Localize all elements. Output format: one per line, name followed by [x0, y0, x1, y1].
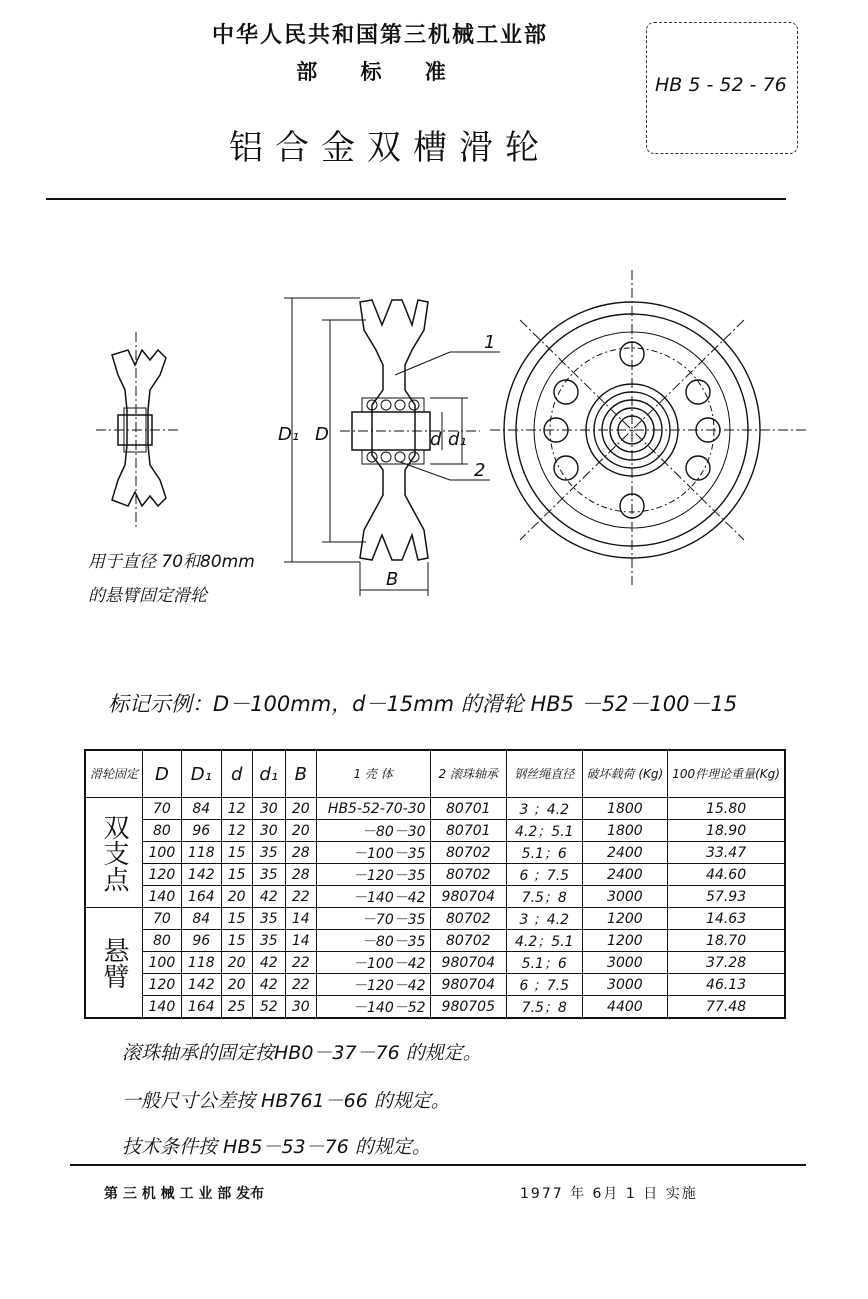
table-cell: 4.2；5.1: [507, 820, 583, 842]
table-cell: 35: [252, 908, 285, 930]
ministry-heading: 中华人民共和国第三机械工业部: [211, 22, 548, 48]
table-cell: －100－42: [316, 952, 430, 974]
table-header-row: [85, 750, 785, 798]
document-title: 铝合金双槽滑轮: [229, 128, 551, 168]
table-cell: 20: [285, 820, 316, 842]
table-cell: 22: [285, 886, 316, 908]
table-cell: －100－35: [316, 842, 430, 864]
table-cell: 120: [143, 974, 182, 996]
table-cell: 42: [252, 974, 285, 996]
table-row: [85, 798, 785, 820]
table-cell: 22: [285, 952, 316, 974]
publisher: 第 三 机 械 工 业 部 发布: [104, 1186, 265, 1202]
table-cell: －140－52: [316, 996, 430, 1019]
table-cell: 80: [143, 930, 182, 952]
dim-B-label: B: [386, 569, 399, 590]
col-header-fixing: 滑轮固定: [85, 750, 143, 798]
table-cell: 46.13: [668, 974, 785, 996]
table-cell: 57.93: [668, 886, 785, 908]
table-cell: 4.2；5.1: [507, 930, 583, 952]
table-cell: 20: [285, 798, 316, 820]
table-cell: 118: [181, 842, 221, 864]
table-cell: 70: [143, 798, 182, 820]
table-cell: 30: [252, 820, 285, 842]
table-cell: 20: [221, 974, 252, 996]
table-cell: －120－35: [316, 864, 430, 886]
table-cell: 5.1；6: [507, 842, 583, 864]
table-cell: 96: [181, 820, 221, 842]
table-cell: 2400: [582, 864, 668, 886]
col-header-bearing: 2 滚珠轴承: [430, 750, 506, 798]
drawing-caption-line1: 用于直径 70和80mm: [88, 552, 255, 572]
implementation-date: 1977 年 6月 1 日 实施: [520, 1186, 698, 1202]
table-cell: 20: [221, 886, 252, 908]
table-cell: 3000: [582, 886, 668, 908]
table-cell: 12: [221, 820, 252, 842]
leader-1-label: 1: [484, 332, 496, 353]
table-cell: 980704: [430, 974, 506, 996]
table-cell: 3000: [582, 952, 668, 974]
table-cell: 30: [252, 798, 285, 820]
drawing-caption-line2: 的悬臂固定滑轮: [88, 586, 207, 606]
table-cell: 142: [181, 864, 221, 886]
table-cell: 20: [221, 952, 252, 974]
table-cell: 6 ；7.5: [507, 864, 583, 886]
table-cell: 28: [285, 842, 316, 864]
table-cell: 164: [181, 886, 221, 908]
table-cell: 1200: [582, 908, 668, 930]
table-cell: 7.5；8: [507, 996, 583, 1019]
table-cell: －120－42: [316, 974, 430, 996]
table-cell: 118: [181, 952, 221, 974]
note-3: 技术条件按 HB5－53－76 的规定。: [122, 1136, 431, 1158]
table-cell: 80702: [430, 864, 506, 886]
table-cell: 140: [143, 996, 182, 1019]
table-cell: 14: [285, 908, 316, 930]
table-cell: 35: [252, 930, 285, 952]
table-cell: 15: [221, 908, 252, 930]
end-view-drawing: [490, 270, 808, 585]
table-cell: 15.80: [668, 798, 785, 820]
table-row: [85, 842, 785, 864]
col-header-d1: d₁: [252, 750, 285, 798]
table-cell: 15: [221, 842, 252, 864]
table-cell: 28: [285, 864, 316, 886]
table-row: [85, 930, 785, 952]
col-header-weight: 100件理论重量(Kg): [668, 750, 785, 798]
table-cell: 70: [143, 908, 182, 930]
table-cell: 1200: [582, 930, 668, 952]
table-cell: 80701: [430, 798, 506, 820]
table-cell: 80702: [430, 842, 506, 864]
table-cell: 120: [143, 864, 182, 886]
standard-number: HB 5 - 52 - 76: [655, 74, 787, 96]
group-label: 悬臂: [85, 908, 143, 1019]
dim-D1-label: D₁: [278, 424, 300, 445]
footer-rule: [70, 1164, 806, 1166]
section-view-drawing: [284, 298, 500, 596]
table-cell: 980705: [430, 996, 506, 1019]
table-cell: 52: [252, 996, 285, 1019]
table-cell: 2400: [582, 842, 668, 864]
table-cell: 5.1；6: [507, 952, 583, 974]
table-cell: 1800: [582, 798, 668, 820]
table-cell: 30: [285, 996, 316, 1019]
table-cell: 980704: [430, 886, 506, 908]
table-cell: 3 ；4.2: [507, 798, 583, 820]
table-cell: 4400: [582, 996, 668, 1019]
cantilever-pulley-drawing: [96, 332, 180, 530]
table-cell: －70－35: [316, 908, 430, 930]
table-cell: 37.28: [668, 952, 785, 974]
note-1: 滚珠轴承的固定按HB0－37－76 的规定。: [122, 1042, 482, 1064]
table-row: [85, 952, 785, 974]
table-cell: 77.48: [668, 996, 785, 1019]
table-cell: 42: [252, 886, 285, 908]
table-cell: －140－42: [316, 886, 430, 908]
table-cell: 12: [221, 798, 252, 820]
table-cell: 80702: [430, 908, 506, 930]
table-cell: 15: [221, 930, 252, 952]
dim-d1-label: d₁: [448, 429, 467, 450]
spec-table: [84, 749, 786, 1019]
table-cell: 3000: [582, 974, 668, 996]
table-cell: 6 ；7.5: [507, 974, 583, 996]
table-cell: 80701: [430, 820, 506, 842]
marking-example: 标记示例：D－100mm，d－15mm 的滑轮 HB5 －52－100－15: [108, 692, 738, 716]
table-cell: 18.70: [668, 930, 785, 952]
table-row: [85, 974, 785, 996]
header-rule: [46, 198, 786, 200]
table-cell: 80: [143, 820, 182, 842]
table-cell: 35: [252, 864, 285, 886]
table-row: [85, 886, 785, 908]
table-cell: 142: [181, 974, 221, 996]
table-cell: HB5-52-70-30: [316, 798, 430, 820]
table-cell: －80－35: [316, 930, 430, 952]
table-row: [85, 908, 785, 930]
table-cell: 140: [143, 886, 182, 908]
standard-level: 部 标 准: [296, 59, 464, 84]
table-cell: 33.47: [668, 842, 785, 864]
note-2: 一般尺寸公差按 HB761－66 的规定。: [122, 1090, 450, 1112]
table-row: [85, 820, 785, 842]
table-cell: 1800: [582, 820, 668, 842]
table-cell: 80702: [430, 930, 506, 952]
col-header-rope-diameter: 钢丝绳直径: [507, 750, 583, 798]
table-cell: 25: [221, 996, 252, 1019]
table-cell: 15: [221, 864, 252, 886]
col-header-D1: D₁: [181, 750, 221, 798]
table-cell: 84: [181, 908, 221, 930]
table-cell: 14.63: [668, 908, 785, 930]
table-cell: 18.90: [668, 820, 785, 842]
col-header-d: d: [221, 750, 252, 798]
table-cell: 35: [252, 842, 285, 864]
table-cell: 22: [285, 974, 316, 996]
dim-d-label: d: [430, 429, 442, 450]
table-cell: 164: [181, 996, 221, 1019]
table-cell: 980704: [430, 952, 506, 974]
table-cell: 96: [181, 930, 221, 952]
table-row: [85, 864, 785, 886]
table-cell: 44.60: [668, 864, 785, 886]
table-cell: 100: [143, 842, 182, 864]
table-cell: 3 ；4.2: [507, 908, 583, 930]
table-cell: 42: [252, 952, 285, 974]
leader-2-label: 2: [474, 460, 486, 481]
table-cell: 100: [143, 952, 182, 974]
table-row: [85, 996, 785, 1019]
group-label: 双支点: [85, 798, 143, 908]
col-header-B: B: [285, 750, 316, 798]
table-cell: 7.5；8: [507, 886, 583, 908]
col-header-housing: 1 壳 体: [316, 750, 430, 798]
dim-D-label: D: [315, 424, 329, 445]
col-header-breaking-load: 破坏载荷 (Kg): [582, 750, 668, 798]
table-cell: 14: [285, 930, 316, 952]
col-header-D: D: [143, 750, 182, 798]
table-cell: 84: [181, 798, 221, 820]
table-cell: －80－30: [316, 820, 430, 842]
